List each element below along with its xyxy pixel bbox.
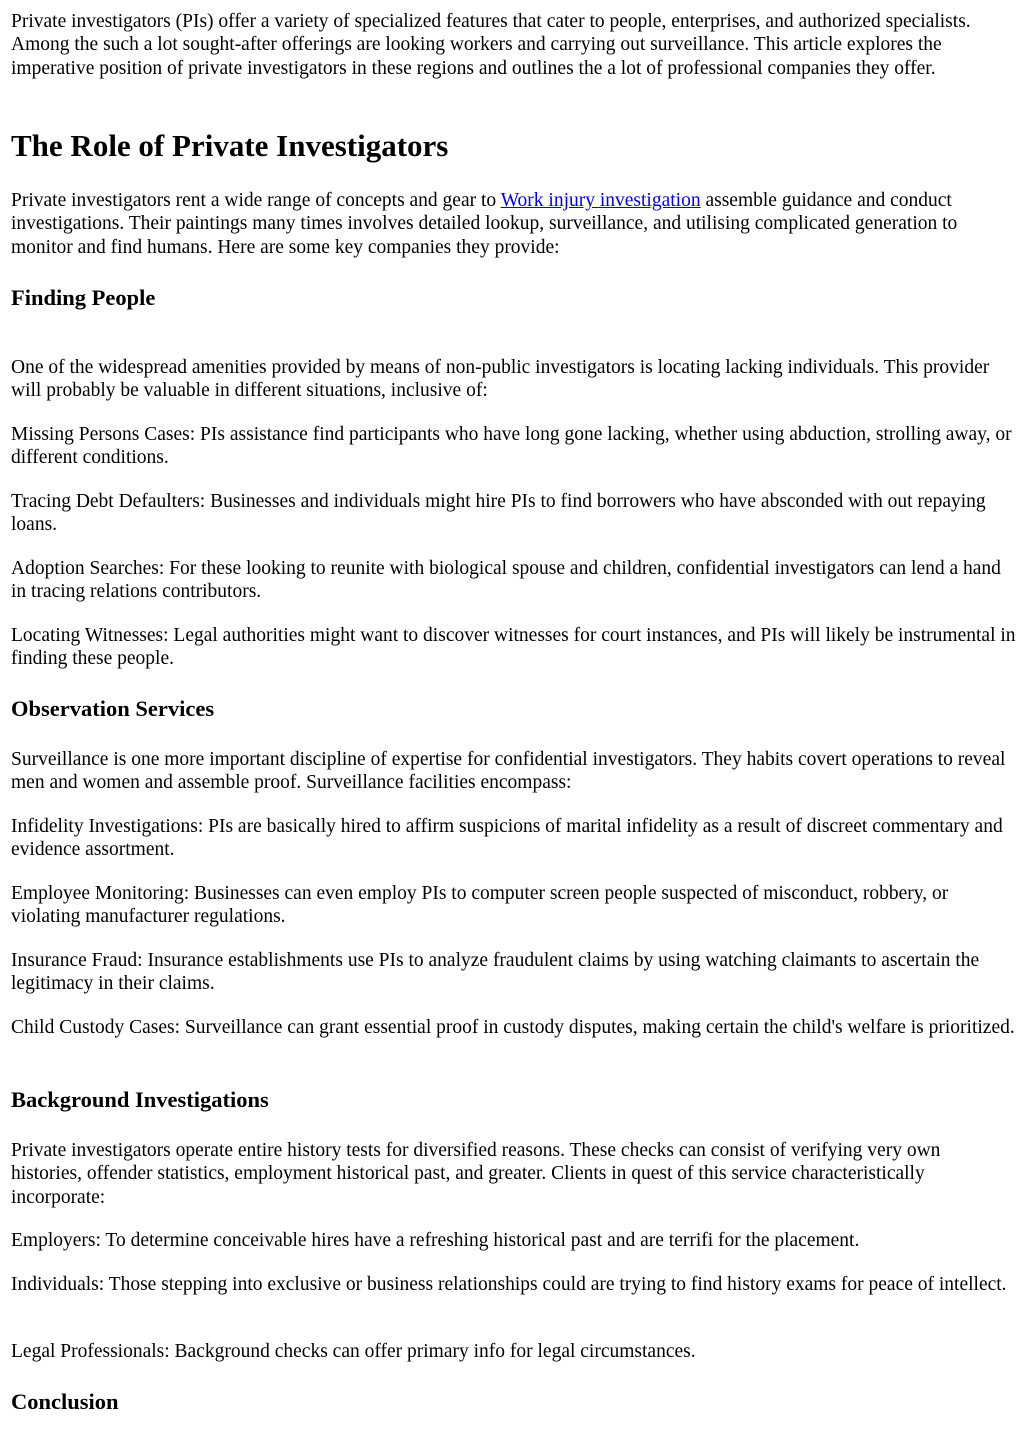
finding-people-heading: Finding People: [11, 285, 156, 310]
observation-item-employee-monitoring: Employee Monitoring: Businesses can even employ PIs to computer screen people suspected of misconduct, robbery, or violating manufacturer regulations.: [11, 883, 949, 928]
background-item-employers: Employers: To determine conceivable hires have a refreshing historical past and are terrifi for the placement.: [11, 1230, 860, 1251]
observation-item-insurance-fraud: Insurance Fraud: Insurance establishments use PIs to analyze fraudulent claims by using watching claimants to ascertain the legitimacy in their claims.: [11, 950, 980, 995]
role-text-before-link: Private investigators rent a wide range of concepts and gear to: [11, 190, 501, 211]
observation-item-infidelity: Infidelity Investigations: PIs are basically hired to affirm suspicions of marital infidelity as a result of discreet commentary and evidence assortment.: [11, 816, 1003, 861]
background-investigations-heading: Background Investigations: [11, 1087, 269, 1112]
finding-item-debt-defaulters: Tracing Debt Defaulters: Businesses and individuals might hire PIs to find borrowers who have absconded with out repaying loans.: [11, 491, 986, 536]
finding-item-missing-persons: Missing Persons Cases: PIs assistance find participants who have long gone lacking, whether using abduction, strolling away, or different conditions.: [11, 424, 1012, 469]
finding-item-locating-witnesses: Locating Witnesses: Legal authorities might want to discover witnesses for court instances, and PIs will likely be instrumental in finding these people.: [11, 625, 1016, 670]
finding-intro-paragraph: One of the widespread amenities provided by means of non-public investigators is locating lacking individuals. This provider will probably be valuable in different situations, inclusive of:: [11, 357, 990, 402]
role-text-after-link: assemble guidance and conduct investigations. Their paintings many times involves detailed lookup, surveillance, and utilising complicated generation to monitor and find humans. Here are some key companies they provide:: [11, 190, 958, 258]
finding-item-adoption-searches: Adoption Searches: For these looking to reunite with biological spouse and children, confidential investigators can lend a hand in tracing relations contributors.: [11, 558, 1001, 603]
observation-item-child-custody: Child Custody Cases: Surveillance can grant essential proof in custody disputes, making certain the child's welfare is prioritized.: [11, 1017, 1015, 1038]
role-paragraph: [11, 189, 1016, 259]
background-item-legal-professionals: Legal Professionals: Background checks can offer primary info for legal circumstances.: [11, 1341, 696, 1362]
conclusion-heading: Conclusion: [11, 1389, 119, 1414]
background-intro-paragraph: Private investigators operate entire history tests for diversified reasons. These checks can consist of verifying very own histories, offender statistics, employment historical past, and greater. Clients in quest of this service characteristically incorporate:: [11, 1140, 941, 1208]
intro-paragraph: Private investigators (PIs) offer a variety of specialized features that cater to people, enterprises, and authorized specialists. Among the such a lot sought-after offerings are looking workers and carrying out surveillance. This article explores the imperative position of private investigators in these regions and outlines the a lot of professional companies they offer.: [11, 11, 971, 79]
observation-intro-paragraph: Surveillance is one more important discipline of expertise for confidential investigators. They habits covert operations to reveal men and women and assemble proof. Surveillance facilities encompass:: [11, 749, 1006, 794]
work-injury-investigation-link[interactable]: Work injury investigation: [500, 190, 701, 211]
observation-services-heading: Observation Services: [11, 696, 215, 721]
role-heading: The Role of Private Investigators: [11, 128, 449, 163]
background-item-individuals: Individuals: Those stepping into exclusive or business relationships could are trying to find history exams for peace of intellect.: [11, 1274, 1007, 1295]
